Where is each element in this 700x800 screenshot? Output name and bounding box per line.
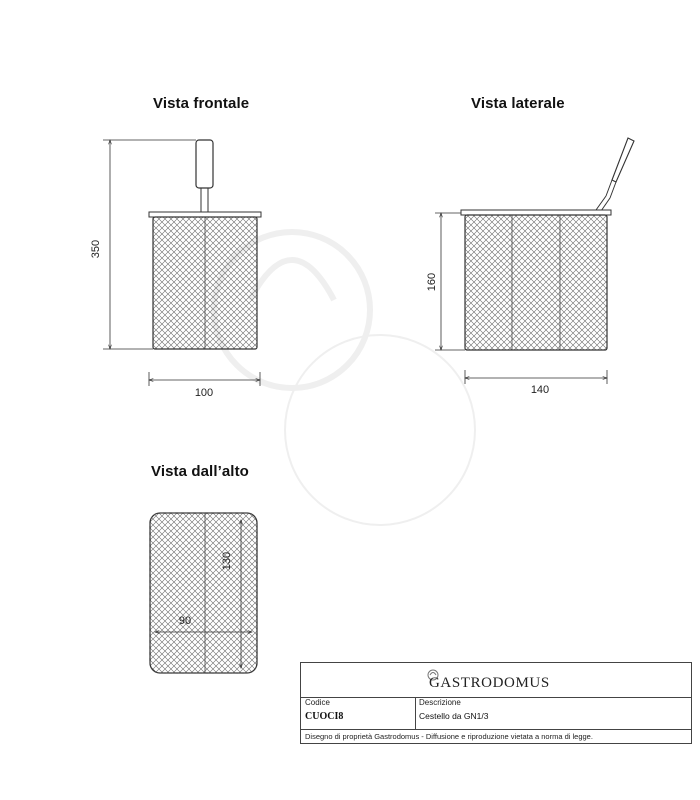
title-block — [300, 662, 692, 744]
front-view-title: Vista frontale — [153, 95, 250, 112]
front-handle-grip — [196, 140, 213, 188]
front-view-basket — [149, 140, 261, 349]
title-block-info-row — [301, 697, 691, 730]
title-block-logo-row — [301, 663, 691, 698]
code-value: CUOCI8 — [305, 711, 344, 722]
side-view-title: Vista laterale — [471, 95, 565, 112]
front-width-label: 100 — [194, 387, 214, 399]
front-rim — [149, 212, 261, 217]
top-length-label: 130 — [221, 551, 233, 571]
description-label: Descrizione — [419, 698, 461, 707]
side-mesh — [465, 215, 607, 350]
side-rim — [461, 210, 611, 215]
copyright-notice: Disegno di proprietà Gastrodomus - Diffusione e riproduzione vietata a norma di legge. — [305, 732, 593, 741]
description-value: Cestello da GN1/3 — [419, 711, 489, 721]
top-width-label: 90 — [178, 615, 192, 627]
description-cell — [415, 697, 693, 729]
front-height-label: 350 — [90, 239, 102, 259]
side-handle-grip — [612, 138, 634, 182]
code-label: Codice — [305, 698, 330, 707]
side-width-label: 140 — [530, 384, 550, 396]
code-cell — [301, 697, 416, 729]
top-view-title: Vista dall’alto — [151, 463, 249, 480]
side-height-label: 160 — [426, 272, 438, 292]
company-logo-text: GASTRODOMUS — [429, 675, 550, 691]
side-view-basket — [461, 138, 634, 350]
